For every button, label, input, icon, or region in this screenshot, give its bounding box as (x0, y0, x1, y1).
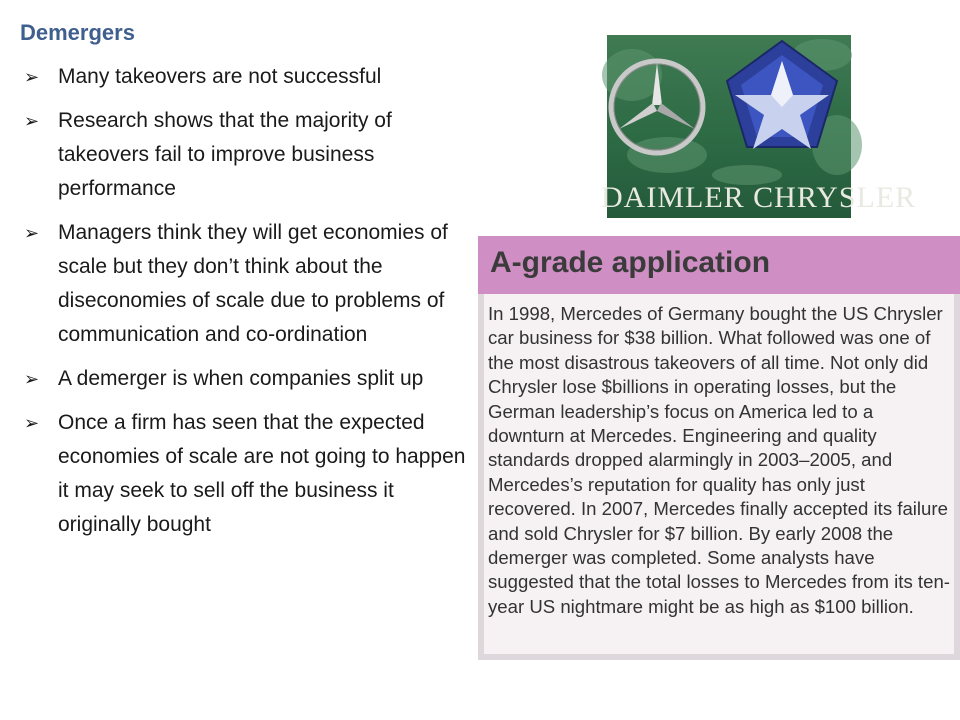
bullet-list (20, 60, 470, 552)
list-item (20, 406, 470, 542)
application-body: In 1998, Mercedes of Germany bought the US Chrysler car business for $38 billion. What followed was one of the most disastrous takeovers of all time. Not only did Chrysler lose $billions in operating losses, but the German leadership’s focus on America led to a downturn at Mercedes. Engineering and quality standards dropped alarmingly in 2003–2005, and Mercedes’s reputation for quality has only just recovered. In 2007, Mercedes finally accepted its failure and sold Chrysler for $7 billion. By early 2008 the demerger was completed. Some analysts have suggested that the total losses to Mercedes from its ten-year US nightmare might be as high as $100 billion. (488, 303, 950, 617)
arrow-bullet-icon: ➢ (24, 67, 40, 87)
a-grade-application-box (478, 236, 960, 660)
bullet-text: Managers think they will get economies of scale but they don’t think about the diseconomies of scale due to problems of communication and co-ordination (58, 221, 448, 346)
arrow-bullet-icon: ➢ (24, 369, 40, 389)
bullet-text: Many takeovers are not successful (58, 65, 382, 88)
application-heading: A-grade application (490, 246, 771, 279)
list-item (20, 104, 470, 206)
bullet-text: Once a firm has seen that the expected economies of scale are not going to happen it may seek to sell off the business it originally bought (58, 411, 466, 536)
list-item (20, 60, 470, 94)
arrow-bullet-icon: ➢ (24, 111, 40, 131)
daimler-chrysler-logo (601, 35, 917, 218)
logo-wordmark: DAIMLER CHRYSLER (601, 181, 917, 214)
application-header (478, 236, 960, 294)
arrow-bullet-icon: ➢ (24, 413, 40, 433)
bullet-text: Research shows that the majority of takeovers fail to improve business performance (58, 109, 392, 200)
list-item (20, 362, 470, 396)
bullet-text: A demerger is when companies split up (58, 367, 424, 390)
arrow-bullet-icon: ➢ (24, 223, 40, 243)
list-item (20, 216, 470, 352)
application-panel (484, 294, 954, 654)
page-title: Demergers (20, 20, 135, 45)
